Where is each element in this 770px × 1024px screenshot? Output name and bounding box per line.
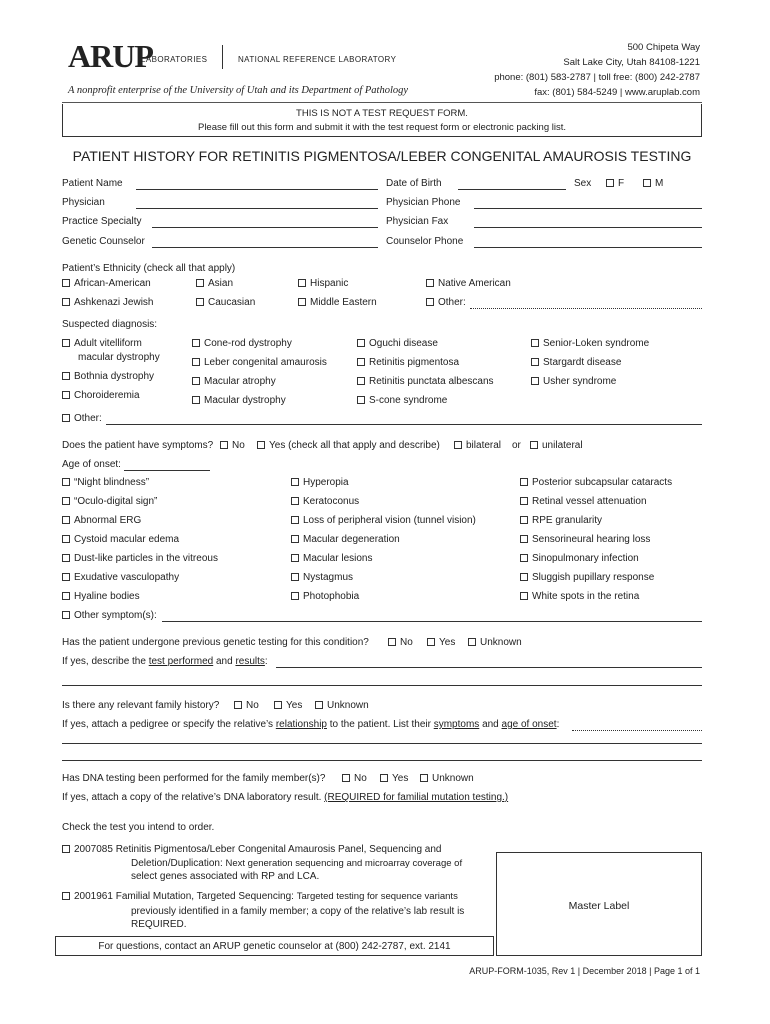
sx-c1-3[interactable]: Cystoid macular edema <box>62 534 179 545</box>
age-of-onset-label: Age of onset: <box>62 459 121 470</box>
genetic-counselor-field[interactable] <box>152 247 378 248</box>
checkbox[interactable] <box>62 497 70 505</box>
sx-c3-6[interactable]: White spots in the retina <box>520 591 639 602</box>
checkbox[interactable] <box>192 339 200 347</box>
ethnicity-asian[interactable]: Asian <box>196 278 233 289</box>
sx-c2-4[interactable]: Macular lesions <box>291 553 372 564</box>
physician-field[interactable] <box>136 208 378 209</box>
checkbox[interactable] <box>62 279 70 287</box>
ethnicity-african-american[interactable]: African-American <box>62 278 151 289</box>
dx-macular-dystrophy[interactable]: Macular dystrophy <box>192 395 286 406</box>
physician-fax-label: Physician Fax <box>386 216 449 227</box>
ethnicity-caucasian[interactable]: Caucasian <box>196 297 255 308</box>
genetic-counselor-label: Genetic Counselor <box>62 236 145 247</box>
diagnosis-label: Suspected diagnosis: <box>62 319 158 330</box>
checkbox[interactable] <box>291 535 299 543</box>
checkbox[interactable] <box>220 441 228 449</box>
sx-c2-0[interactable]: Hyperopia <box>291 477 349 488</box>
checkbox[interactable] <box>357 377 365 385</box>
counselor-phone-field[interactable] <box>474 247 702 248</box>
ethnicity-label: Patient’s Ethnicity (check all that apply) <box>62 263 236 274</box>
master-label-box <box>496 852 702 956</box>
sx-c3-4[interactable]: Sinopulmonary infection <box>520 553 639 564</box>
ethnicity-other[interactable]: Other: <box>426 297 466 308</box>
counselor-phone-label: Counselor Phone <box>386 236 464 247</box>
dx-other-field[interactable] <box>106 424 702 425</box>
ethnicity-other-field[interactable] <box>470 308 702 309</box>
dx-senior-loken[interactable]: Senior-Loken syndrome <box>531 338 649 349</box>
sx-c3-2[interactable]: RPE granularity <box>520 515 602 526</box>
checkbox[interactable] <box>291 516 299 524</box>
test-2001961[interactable]: 2001961 Familial Mutation, Targeted Sequencing: Targeted testing for sequence variants <box>62 891 458 902</box>
sx-c3-5[interactable]: Sluggish pupillary response <box>520 572 654 583</box>
checkbox[interactable] <box>298 279 306 287</box>
checkbox[interactable] <box>342 774 350 782</box>
dx-adult-vitelliform[interactable]: Adult vitelliform <box>62 338 142 349</box>
sx-other[interactable]: Other symptom(s): <box>62 610 157 621</box>
checkbox[interactable] <box>291 478 299 486</box>
dx-usher[interactable]: Usher syndrome <box>531 376 616 387</box>
checkbox[interactable] <box>420 774 428 782</box>
family-instructions: If yes, attach a pedigree or specify the relative’s relationship to the patient. List their symptoms and age of onset: <box>62 719 560 730</box>
checkbox[interactable] <box>520 573 528 581</box>
ethnicity-hispanic[interactable]: Hispanic <box>298 278 348 289</box>
genetic-no[interactable]: No <box>388 637 413 648</box>
sx-other-field[interactable] <box>162 621 702 622</box>
genetic-question: Has the patient undergone previous genetic testing for this condition? <box>62 637 369 648</box>
family-question: Is there any relevant family history? <box>62 700 220 711</box>
dx-choroideremia[interactable]: Choroideremia <box>62 390 140 401</box>
checkbox[interactable] <box>62 298 70 306</box>
family-yes[interactable]: Yes <box>274 700 302 711</box>
order-label: Check the test you intend to order. <box>62 822 215 833</box>
test-2007085-line3: select genes associated with RP and LCA. <box>131 871 320 882</box>
patient-name-label: Patient Name <box>62 178 123 189</box>
checkbox[interactable] <box>380 774 388 782</box>
sx-c1-1[interactable]: “Oculo-digital sign” <box>62 496 157 507</box>
questions-box: For questions, contact an ARUP genetic counselor at (800) 242-2787, ext. 2141 <box>55 936 494 956</box>
family-no[interactable]: No <box>234 700 259 711</box>
checkbox[interactable] <box>357 358 365 366</box>
master-label-text: Master Label <box>568 900 630 912</box>
checkbox[interactable] <box>196 298 204 306</box>
sex-label: Sex <box>574 178 592 189</box>
page-title: PATIENT HISTORY FOR RETINITIS PIGMENTOSA/LEBER CONGENITAL AMAUROSIS TESTING <box>72 148 692 164</box>
checkbox[interactable] <box>291 592 299 600</box>
sx-c3-0[interactable]: Posterior subcapsular cataracts <box>520 477 672 488</box>
sx-c3-3[interactable]: Sensorineural hearing loss <box>520 534 650 545</box>
sx-c2-2[interactable]: Loss of peripheral vision (tunnel vision) <box>291 515 476 526</box>
sx-c3-1[interactable]: Retinal vessel attenuation <box>520 496 647 507</box>
checkbox[interactable] <box>530 441 538 449</box>
dna-instructions: If yes, attach a copy of the relative’s DNA laboratory result. (REQUIRED for familial mutation testing.) <box>62 792 509 803</box>
ethnicity-native-american[interactable]: Native American <box>426 278 511 289</box>
dna-required-note: (REQUIRED for familial mutation testing.) <box>324 792 509 803</box>
checkbox[interactable] <box>427 638 435 646</box>
checkbox[interactable] <box>62 391 70 399</box>
address-line-1: 500 Chipeta Way <box>627 42 700 53</box>
checkbox[interactable] <box>62 892 70 900</box>
header-rule <box>62 102 702 103</box>
genetic-unknown[interactable]: Unknown <box>468 637 522 648</box>
notice-line-2: Please fill out this form and submit it with the test request form or electronic packing list. <box>197 122 567 133</box>
checkbox[interactable] <box>531 377 539 385</box>
checkbox[interactable] <box>62 573 70 581</box>
symptoms-question: Does the patient have symptoms? <box>62 440 214 451</box>
dx-other[interactable]: Other: <box>62 413 102 424</box>
checkbox[interactable] <box>520 554 528 562</box>
age-of-onset-field[interactable] <box>124 470 210 471</box>
fax-line: fax: (801) 584-5249 | www.aruplab.com <box>534 87 700 98</box>
form-footer: ARUP-FORM-1035, Rev 1 | December 2018 | Page 1 of 1 <box>469 966 700 976</box>
checkbox[interactable] <box>62 592 70 600</box>
dna-question: Has DNA testing been performed for the family member(s)? <box>62 773 326 784</box>
ethnicity-hint: (check all that apply) <box>143 263 236 274</box>
checkbox[interactable] <box>531 358 539 366</box>
checkbox[interactable] <box>62 372 70 380</box>
genetic-describe: If yes, describe the test performed and results: <box>62 656 268 667</box>
checkbox[interactable] <box>62 339 70 347</box>
checkbox[interactable] <box>192 396 200 404</box>
physician-phone-label: Physician Phone <box>386 197 461 208</box>
dx-cone-rod[interactable]: Cone-rod dystrophy <box>192 338 292 349</box>
checkbox[interactable] <box>468 638 476 646</box>
phone-line: phone: (801) 583-2787 | toll free: (800) 242-2787 <box>494 72 700 83</box>
checkbox[interactable] <box>62 554 70 562</box>
sex-m-option[interactable]: M <box>643 178 663 189</box>
practice-specialty-field[interactable] <box>152 227 378 228</box>
notice-box <box>62 104 702 137</box>
family-field-2[interactable] <box>62 743 702 744</box>
genetic-yes[interactable]: Yes <box>427 637 455 648</box>
checkbox[interactable] <box>62 516 70 524</box>
checkbox[interactable] <box>426 298 434 306</box>
checkbox[interactable] <box>520 592 528 600</box>
dx-macular-atrophy[interactable]: Macular atrophy <box>192 376 276 387</box>
checkbox[interactable] <box>62 478 70 486</box>
ethnicity-ashkenazi-jewish[interactable]: Ashkenazi Jewish <box>62 297 153 308</box>
symptoms-yes[interactable]: Yes (check all that apply and describe) <box>257 440 440 451</box>
checkbox[interactable] <box>62 535 70 543</box>
sex-m-checkbox[interactable] <box>643 179 651 187</box>
checkbox[interactable] <box>234 701 242 709</box>
dx-bothnia[interactable]: Bothnia dystrophy <box>62 371 154 382</box>
test-2001961-line2: previously identified in a family member; a copy of the relative’s lab result is <box>131 906 465 917</box>
sex-f-option[interactable]: F <box>606 178 624 189</box>
logo-laboratories: LABORATORIES <box>141 55 208 64</box>
arup-logo: ARUP <box>68 38 153 74</box>
family-field-3[interactable] <box>62 760 702 761</box>
symptoms-no[interactable]: No <box>220 440 245 451</box>
checkbox[interactable] <box>62 414 70 422</box>
notice-line-1: THIS IS NOT A TEST REQUEST FORM. <box>296 108 468 119</box>
dx-s-cone[interactable]: S-cone syndrome <box>357 395 447 406</box>
dna-unknown[interactable]: Unknown <box>420 773 474 784</box>
sx-c1-0[interactable]: “Night blindness” <box>62 477 149 488</box>
genetic-describe-field[interactable] <box>276 667 702 668</box>
sx-c2-1[interactable]: Keratoconus <box>291 496 359 507</box>
symptoms-unilateral[interactable]: unilateral <box>530 440 583 451</box>
dob-label: Date of Birth <box>386 178 442 189</box>
checkbox[interactable] <box>520 516 528 524</box>
dx-retinitis-pigmentosa[interactable]: Retinitis pigmentosa <box>357 357 459 368</box>
checkbox[interactable] <box>531 339 539 347</box>
sx-c2-6[interactable]: Photophobia <box>291 591 359 602</box>
sx-c1-6[interactable]: Hyaline bodies <box>62 591 140 602</box>
address-line-2: Salt Lake City, Utah 84108-1221 <box>563 57 700 68</box>
checkbox[interactable] <box>192 377 200 385</box>
checkbox[interactable] <box>454 441 462 449</box>
checkbox[interactable] <box>192 358 200 366</box>
family-unknown[interactable]: Unknown <box>315 700 369 711</box>
physician-phone-field[interactable] <box>474 208 702 209</box>
test-2001961-line3: REQUIRED. <box>131 919 187 930</box>
checkbox[interactable] <box>298 298 306 306</box>
sx-c1-2[interactable]: Abnormal ERG <box>62 515 141 526</box>
checkbox[interactable] <box>520 478 528 486</box>
checkbox[interactable] <box>357 339 365 347</box>
checkbox[interactable] <box>274 701 282 709</box>
patient-name-field[interactable] <box>136 189 378 190</box>
checkbox[interactable] <box>196 279 204 287</box>
test-2007085[interactable]: 2007085 Retinitis Pigmentosa/Leber Congenital Amaurosis Panel, Sequencing and <box>62 844 441 855</box>
checkbox[interactable] <box>520 535 528 543</box>
checkbox[interactable] <box>62 845 70 853</box>
symptoms-or: or <box>512 440 521 451</box>
dna-no[interactable]: No <box>342 773 367 784</box>
sex-f-checkbox[interactable] <box>606 179 614 187</box>
practice-specialty-label: Practice Specialty <box>62 216 142 227</box>
dx-oguchi[interactable]: Oguchi disease <box>357 338 438 349</box>
family-field[interactable] <box>572 730 702 731</box>
dx-adult-vitelliform-cont: macular dystrophy <box>78 352 160 363</box>
dx-lca[interactable]: Leber congenital amaurosis <box>192 357 327 368</box>
dx-retinitis-punctata[interactable]: Retinitis punctata albescans <box>357 376 494 387</box>
checkbox[interactable] <box>357 396 365 404</box>
test-2007085-line2: Deletion/Duplication: Next generation sequencing and microarray coverage of <box>131 858 463 869</box>
tagline: A nonprofit enterprise of the University of Utah and its Department of Pathology <box>68 85 409 96</box>
sx-c1-4[interactable]: Dust-like particles in the vitreous <box>62 553 218 564</box>
checkbox[interactable] <box>520 497 528 505</box>
checkbox[interactable] <box>291 573 299 581</box>
national-reference-laboratory: NATIONAL REFERENCE LABORATORY <box>238 55 397 64</box>
checkbox[interactable] <box>291 497 299 505</box>
checkbox[interactable] <box>62 611 70 619</box>
sx-c2-5[interactable]: Nystagmus <box>291 572 353 583</box>
checkbox[interactable] <box>315 701 323 709</box>
checkbox[interactable] <box>388 638 396 646</box>
checkbox[interactable] <box>291 554 299 562</box>
sx-c1-5[interactable]: Exudative vasculopathy <box>62 572 179 583</box>
ethnicity-middle-eastern[interactable]: Middle Eastern <box>298 297 377 308</box>
dx-stargardt[interactable]: Stargardt disease <box>531 357 621 368</box>
checkbox[interactable] <box>426 279 434 287</box>
genetic-describe-field-2[interactable] <box>62 685 702 686</box>
physician-label: Physician <box>62 197 105 208</box>
physician-fax-field[interactable] <box>474 227 702 228</box>
dob-field[interactable] <box>458 189 566 190</box>
sx-c2-3[interactable]: Macular degeneration <box>291 534 400 545</box>
symptoms-bilateral[interactable]: bilateral <box>454 440 501 451</box>
dna-yes[interactable]: Yes <box>380 773 408 784</box>
logo-divider <box>222 45 223 69</box>
checkbox[interactable] <box>257 441 265 449</box>
